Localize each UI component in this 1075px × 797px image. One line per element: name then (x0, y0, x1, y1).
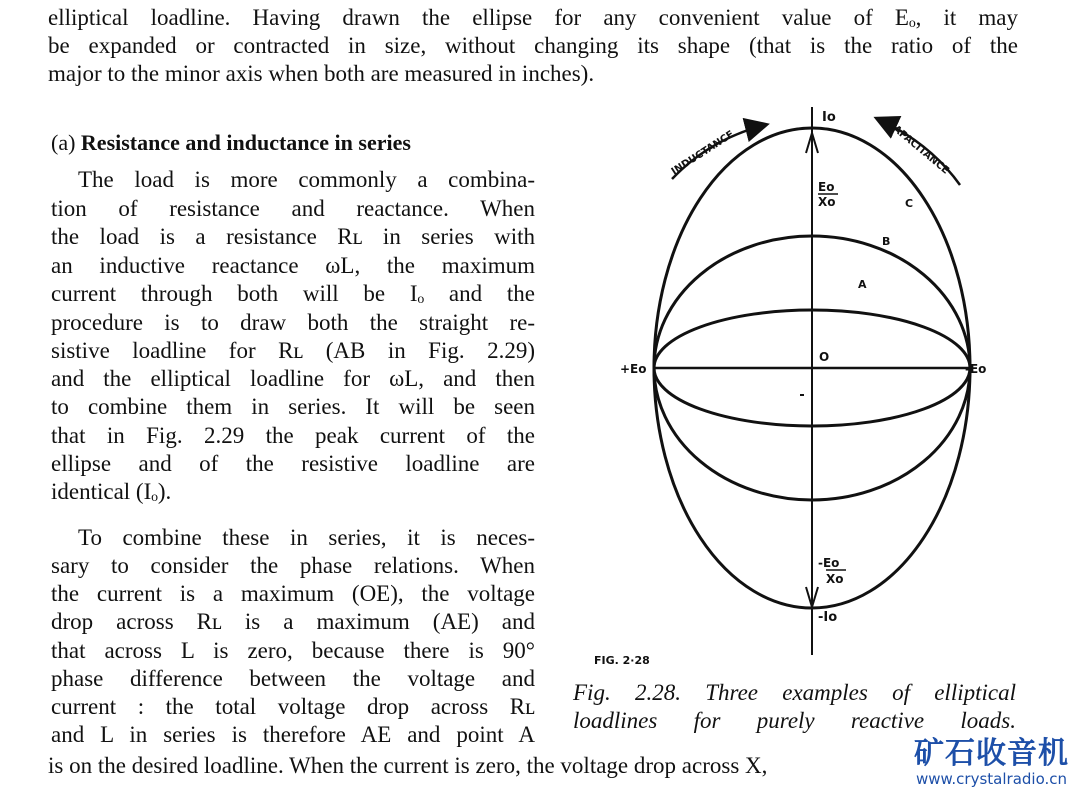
label-inductance: INDUCTANCE (669, 128, 737, 178)
label-a: A (858, 278, 867, 291)
label-minus-eo-fraction: -Eo (818, 556, 840, 570)
body-text-line: tion of resistance and reactance. When (51, 196, 535, 221)
label-xo-top: Xo (818, 195, 836, 209)
body-text-line: sistive loadline for Rʟ (AB in Fig. 2.29) (51, 338, 535, 363)
section-heading (51, 129, 411, 157)
body-text-line: and L in series is therefore AE and point A (51, 722, 535, 747)
body-text-line: ellipse and of the resistive loadline are (51, 451, 535, 476)
body-text-line: that in Fig. 2.29 the peak current of the (51, 423, 535, 448)
body-text-line: to combine them in series. It will be seen (51, 394, 535, 419)
body-text-line: procedure is to draw both the straight re- (51, 310, 535, 335)
body-text-line: elliptical loadline. Having drawn the ellipse for any convenient value of Eₒ, it may (48, 5, 1018, 30)
watermark (914, 737, 1069, 787)
section-heading-prefix: (a) (51, 130, 76, 155)
label-c: C (905, 197, 914, 210)
watermark-url: www.crystalradio.cn (915, 770, 1068, 788)
body-text-line: that across L is zero, because there is 90° (51, 638, 535, 663)
body-text-line: current through both will be Iₒ and the (51, 281, 535, 306)
inductance-arrow (669, 125, 765, 179)
body-text-line: phase difference between the voltage and (51, 666, 535, 691)
body-text-line: drop across Rʟ is a maximum (AE) and (51, 609, 535, 634)
body-text-line: sary to consider the phase relations. When (51, 553, 535, 578)
figure-id: FIG. 2·28 (594, 654, 650, 667)
body-text-line: current : the total voltage drop across Rʟ (51, 694, 535, 719)
label-eo-top: Eo (818, 180, 835, 194)
body-text-line: identical (Iₒ). (51, 479, 172, 504)
watermark-title: 矿石收音机 (914, 736, 1069, 771)
body-text-line: To combine these in series, it is neces- (78, 525, 535, 550)
figure-caption-line: Fig. 2.28. Three examples of elliptical (573, 680, 1016, 705)
body-text-line: major to the minor axis when both are measured in inches). (48, 61, 595, 86)
body-text-line: and the elliptical loadline for ωL, and then (51, 366, 535, 391)
label-plus-eo: +Eo (620, 362, 647, 376)
body-text-line: The load is more commonly a combina- (78, 167, 535, 192)
label-capacitance: CAPACITANCE (885, 118, 951, 177)
body-text-line: is on the desired loadline. When the current is zero, the voltage drop across X, (48, 753, 768, 778)
page-cutoff-line (48, 787, 1018, 797)
label-minus-eo: -Eo (965, 362, 987, 376)
elliptical-loadline-figure (560, 95, 990, 655)
section-heading-title: Resistance and inductance in series (80, 130, 411, 155)
figure-caption-line: loadlines for purely reactive loads. (573, 708, 1016, 733)
body-text-line: the load is a resistance Rʟ in series with (51, 224, 535, 249)
label-xo-bottom: Xo (826, 572, 844, 586)
label-b: B (882, 235, 891, 248)
body-text-line: an inductive reactance ωL, the maximum (51, 253, 535, 278)
body-text-line: the current is a maximum (OE), the voltage (51, 581, 535, 606)
label-origin: O (819, 350, 830, 364)
label-io: Io (822, 110, 836, 125)
label-minus-io: -Io (818, 610, 838, 625)
body-text-line: be expanded or contracted in size, without changing its shape (that is the ratio of the (48, 33, 1018, 58)
